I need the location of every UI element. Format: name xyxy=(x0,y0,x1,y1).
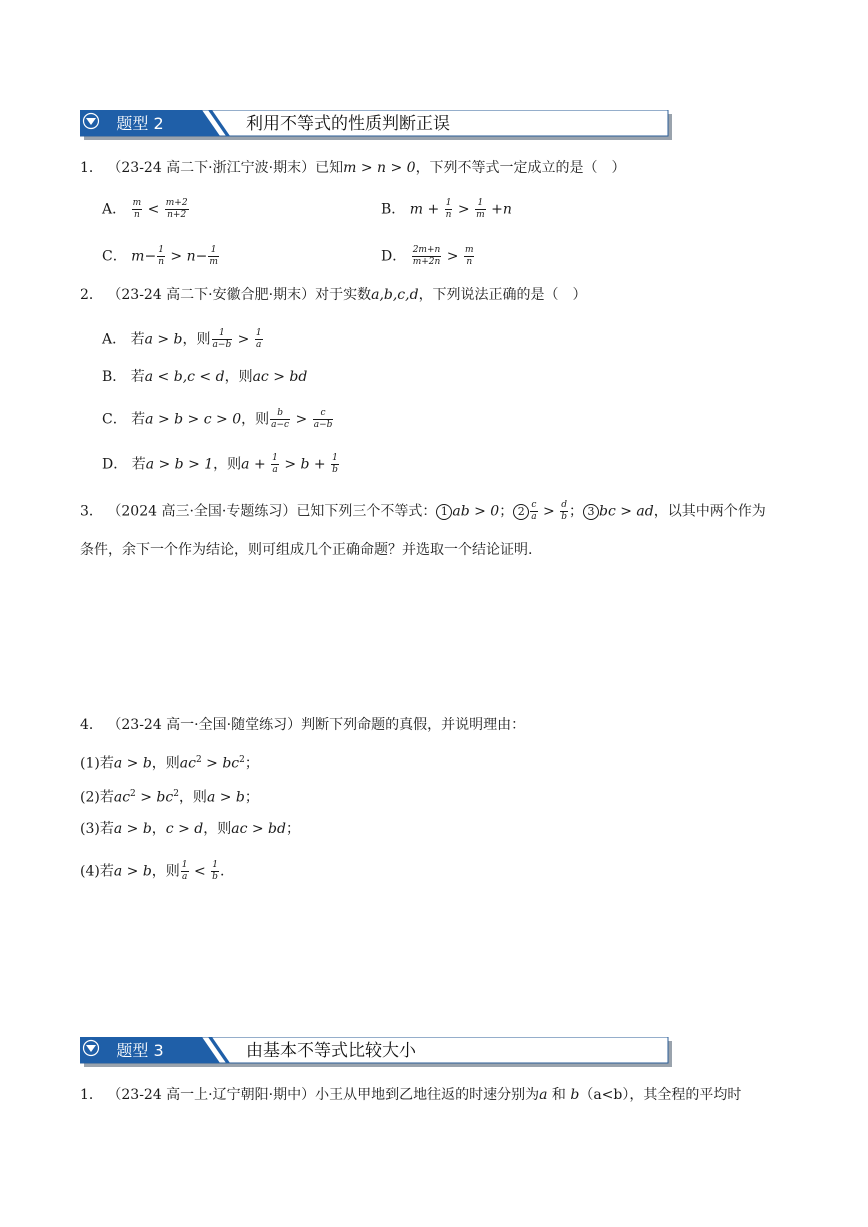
fraction: $\frac{1}{b}$ xyxy=(332,453,338,475)
fraction: $\frac{b}{a-c}$ xyxy=(271,408,290,430)
fraction: $\frac{1}{a-b}$ xyxy=(212,328,232,350)
question-3-line2: 条件，余下一个作为结论，则可组成几个正确命题？并选取一个结论证明. xyxy=(80,542,533,558)
section-title: 由基本不等式比较大小 xyxy=(246,1041,416,1061)
proposition-3: (3)若a > b，c > d，则ac > bd； xyxy=(80,821,300,837)
question-2-stem: 2． （23-24 高二下·安徽合肥·期末）对于实数a,b,c,d，下列说法正确的是（ ） xyxy=(80,287,587,303)
question-3-stem: 3． （2024 高三·全国·专题练习）已知下列三个不等式： 1 ab > 0； 2 $\frac{c}{a}$ > $\frac{d}{b}$ ； 3 bc > ad，以其中两个作为 xyxy=(80,500,766,522)
fraction: $\frac{m}{n}$ xyxy=(132,198,142,220)
fraction: $\frac{1}{a}$ xyxy=(255,328,262,350)
section-label: 题型 2 xyxy=(116,114,164,133)
section-banner-2 xyxy=(80,110,672,140)
option-1b[interactable]: B． m + $\frac{1}{n}$ > $\frac{1}{m}$ +n xyxy=(381,198,512,220)
section-label: 题型 3 xyxy=(116,1041,164,1060)
chevron-down-circle-icon[interactable] xyxy=(80,1037,102,1059)
proposition-1: (1)若a > b，则$ac^2 > bc^2$； xyxy=(80,755,259,772)
question-4-stem: 4． （23-24 高一·全国·随堂练习）判断下列命题的真假，并说明理由： xyxy=(80,717,526,733)
fraction: $\frac{m+2}{n+2}$ xyxy=(165,198,188,220)
option-2a[interactable]: A． 若a > b，则 $\frac{1}{a-b}$ > $\frac{1}{a}$ xyxy=(102,328,262,350)
question-1-stem: 1． （23-24 高二下·浙江宁波·期末）已知m > n > 0，下列不等式一定成立的是（ ） xyxy=(80,160,626,176)
proposition-4: (4)若a > b，则 $\frac{1}{a}$ < $\frac{1}{b}$ . xyxy=(80,860,225,882)
option-2b[interactable]: B． 若a < b,c < d，则ac > bd xyxy=(102,369,308,385)
circled-number: 3 xyxy=(583,504,599,520)
fraction: $\frac{1}{m}$ xyxy=(476,198,485,220)
option-1a[interactable]: A． $\frac{m}{n}$ < $\frac{m+2}{n+2}$ xyxy=(102,198,188,220)
fraction: $\frac{2m+n}{m+2n}$ xyxy=(412,245,441,267)
fraction: $\frac{d}{b}$ xyxy=(561,500,567,522)
fraction: $\frac{m}{n}$ xyxy=(464,245,474,267)
fraction: $\frac{c}{a}$ xyxy=(531,500,537,522)
option-2c[interactable]: C． 若a > b > c > 0，则 $\frac{b}{a-c}$ > $\frac{c}{a-b}$ xyxy=(102,408,333,430)
chevron-down-circle-icon[interactable] xyxy=(80,110,102,132)
option-1c[interactable]: C． m− $\frac{1}{n}$ > n− $\frac{1}{m}$ xyxy=(102,245,218,267)
section-title: 利用不等式的性质判断正误 xyxy=(246,114,450,134)
option-1d[interactable]: D． $\frac{2m+n}{m+2n}$ > $\frac{m}{n}$ xyxy=(381,245,474,267)
fraction: $\frac{1}{n}$ xyxy=(158,245,164,267)
fraction: $\frac{1}{n}$ xyxy=(445,198,452,220)
fraction: $\frac{1}{b}$ xyxy=(212,860,218,882)
fraction: $\frac{1}{m}$ xyxy=(209,245,218,267)
fraction: $\frac{c}{a-b}$ xyxy=(313,408,333,430)
circled-number: 1 xyxy=(436,504,452,520)
fraction: $\frac{1}{a}$ xyxy=(181,860,188,882)
fraction: $\frac{1}{a}$ xyxy=(272,453,278,475)
section-banner-3 xyxy=(80,1037,672,1067)
proposition-2: (2)若$ac^2 > bc^2$，则a > b； xyxy=(80,789,259,806)
circled-number: 2 xyxy=(513,504,529,520)
option-2d[interactable]: D． 若a > b > 1，则a + $\frac{1}{a}$ > b + $\frac{1}{b}$ xyxy=(102,453,338,475)
section3-question-1: 1． （23-24 高一上·辽宁朝阳·期中）小王从甲地到乙地往返的时速分别为a 和 b（a<b），其全程的平均时 xyxy=(80,1087,742,1103)
